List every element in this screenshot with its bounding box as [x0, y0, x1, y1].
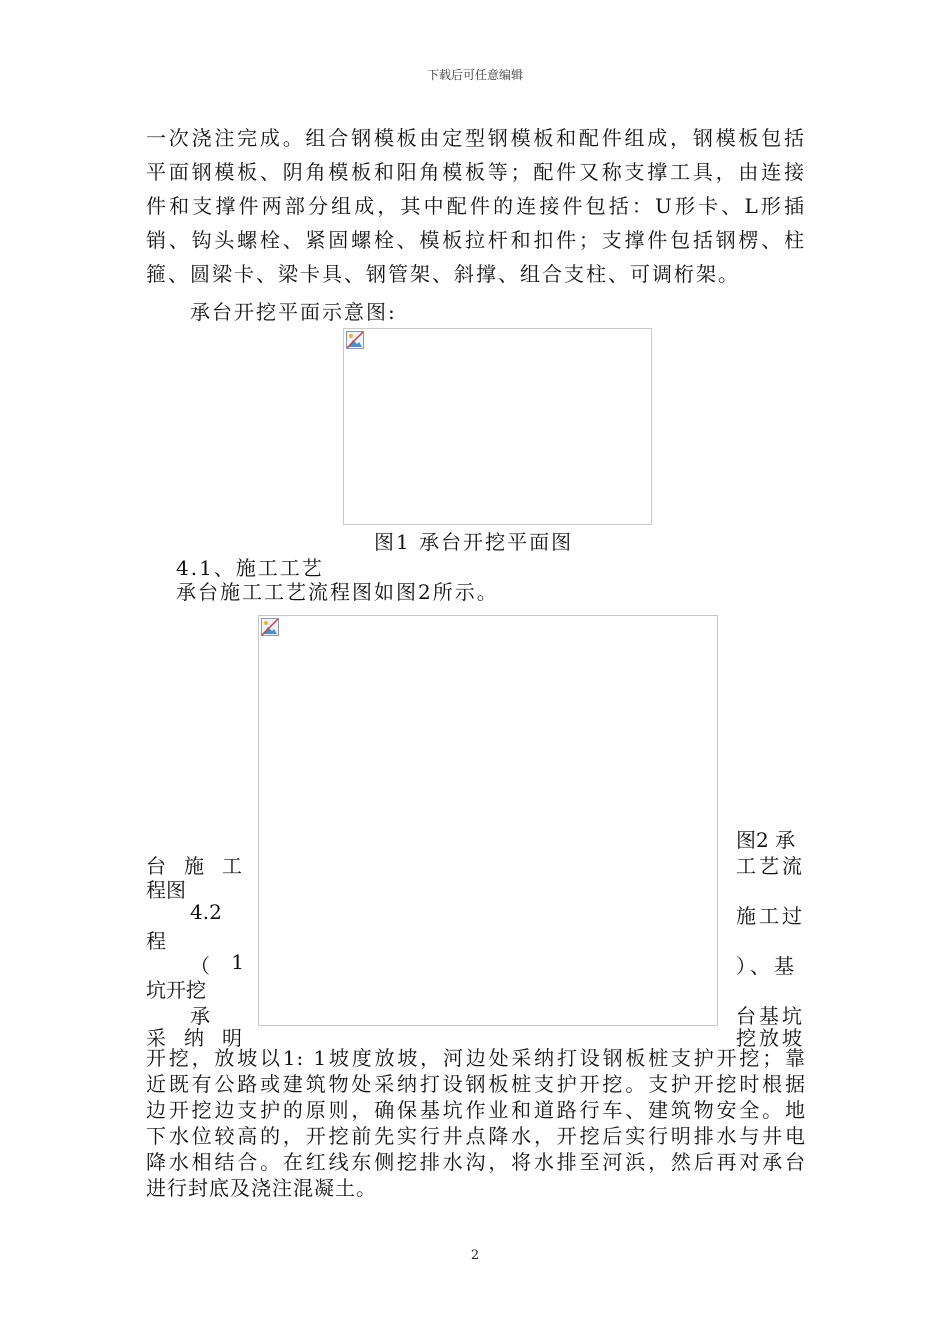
wrap-text-left: 程图: [146, 878, 186, 902]
paragraph-line: 一次浇注完成。组合钢模板由定型钢模板和配件组成，钢模板包括: [146, 126, 806, 150]
section-heading-4-1: 4.1、施工工艺: [176, 556, 324, 580]
page-header: 下载后可任意编辑: [426, 68, 523, 82]
paragraph-line: 边开挖边支护的原则，确保基坑作业和道路行车、建筑物安全。地: [146, 1098, 806, 1122]
wrap-text-left: 坑开挖: [146, 978, 206, 1002]
paragraph-line: 近既有公路或建筑物处采纳打设钢板桩支护开挖。支护开挖时根据: [146, 1072, 806, 1096]
figure-2-image-placeholder: [258, 615, 718, 1026]
paragraph-line: 箍、圆梁卡、梁卡具、钢管架、斜撑、组合支柱、可调桁架。: [146, 262, 740, 286]
wrap-text-right: 施工过: [736, 904, 805, 928]
wrap-text-right: 图2 承: [736, 828, 796, 852]
figure-1-image-placeholder: [343, 328, 652, 525]
wrap-text-left: 承: [190, 1004, 210, 1028]
broken-image-icon: [346, 331, 364, 349]
paragraph-line: 进行封底及浇注混凝土。: [146, 1176, 377, 1200]
flow-chart-intro: 承台施工工艺流程图如图2所示。: [176, 580, 499, 604]
wrap-word: 明: [222, 1026, 242, 1050]
wrap-text-right: 挖放坡: [736, 1026, 805, 1050]
paragraph-line: 平面钢模板、阴角模板和阳角模板等；配件又称支撑工具，由连接: [146, 160, 806, 184]
paragraph-2: [146, 1045, 806, 1201]
paragraph-1: [146, 121, 806, 291]
broken-image-icon: [261, 618, 279, 636]
wrap-word: 台: [146, 854, 166, 878]
paragraph-line: 下水位较高的，开挖前先实行井点降水，开挖后实行明排水与井电: [146, 1124, 806, 1148]
wrap-text-right: ）、基: [736, 954, 798, 978]
figure-1-intro: 承台开挖平面示意图:: [190, 300, 397, 324]
wrap-word: 纳: [184, 1026, 204, 1050]
page-number: 2: [470, 1248, 480, 1263]
wrap-word: 施: [184, 854, 204, 878]
wrap-text-right: 工艺流: [736, 854, 805, 878]
wrap-word: 1: [231, 950, 244, 974]
paragraph-line: 销、钩头螺栓、紧固螺栓、模板拉杆和扣件；支撑件包括钢楞、柱: [146, 228, 806, 252]
wrap-text-left: 4.2: [190, 900, 222, 924]
paragraph-line: 件和支撑件两部分组成，其中配件的连接件包括：U形卡、L形插: [146, 194, 806, 218]
figure-1-caption: 图1 承台开挖平面图: [374, 530, 574, 554]
wrap-text-left: 程: [146, 929, 166, 953]
wrap-word: （: [190, 954, 210, 978]
paragraph-line: 降水相结合。在红线东侧挖排水沟，将水排至河浜，然后再对承台: [146, 1150, 806, 1174]
paragraph-line: 开挖，放坡以1: 1坡度放坡，河边处采纳打设钢板桩支护开挖；靠: [146, 1046, 806, 1070]
wrap-text-right: 台基坑: [736, 1004, 805, 1028]
wrap-word: 采: [146, 1026, 166, 1050]
wrap-word: 工: [222, 854, 242, 878]
